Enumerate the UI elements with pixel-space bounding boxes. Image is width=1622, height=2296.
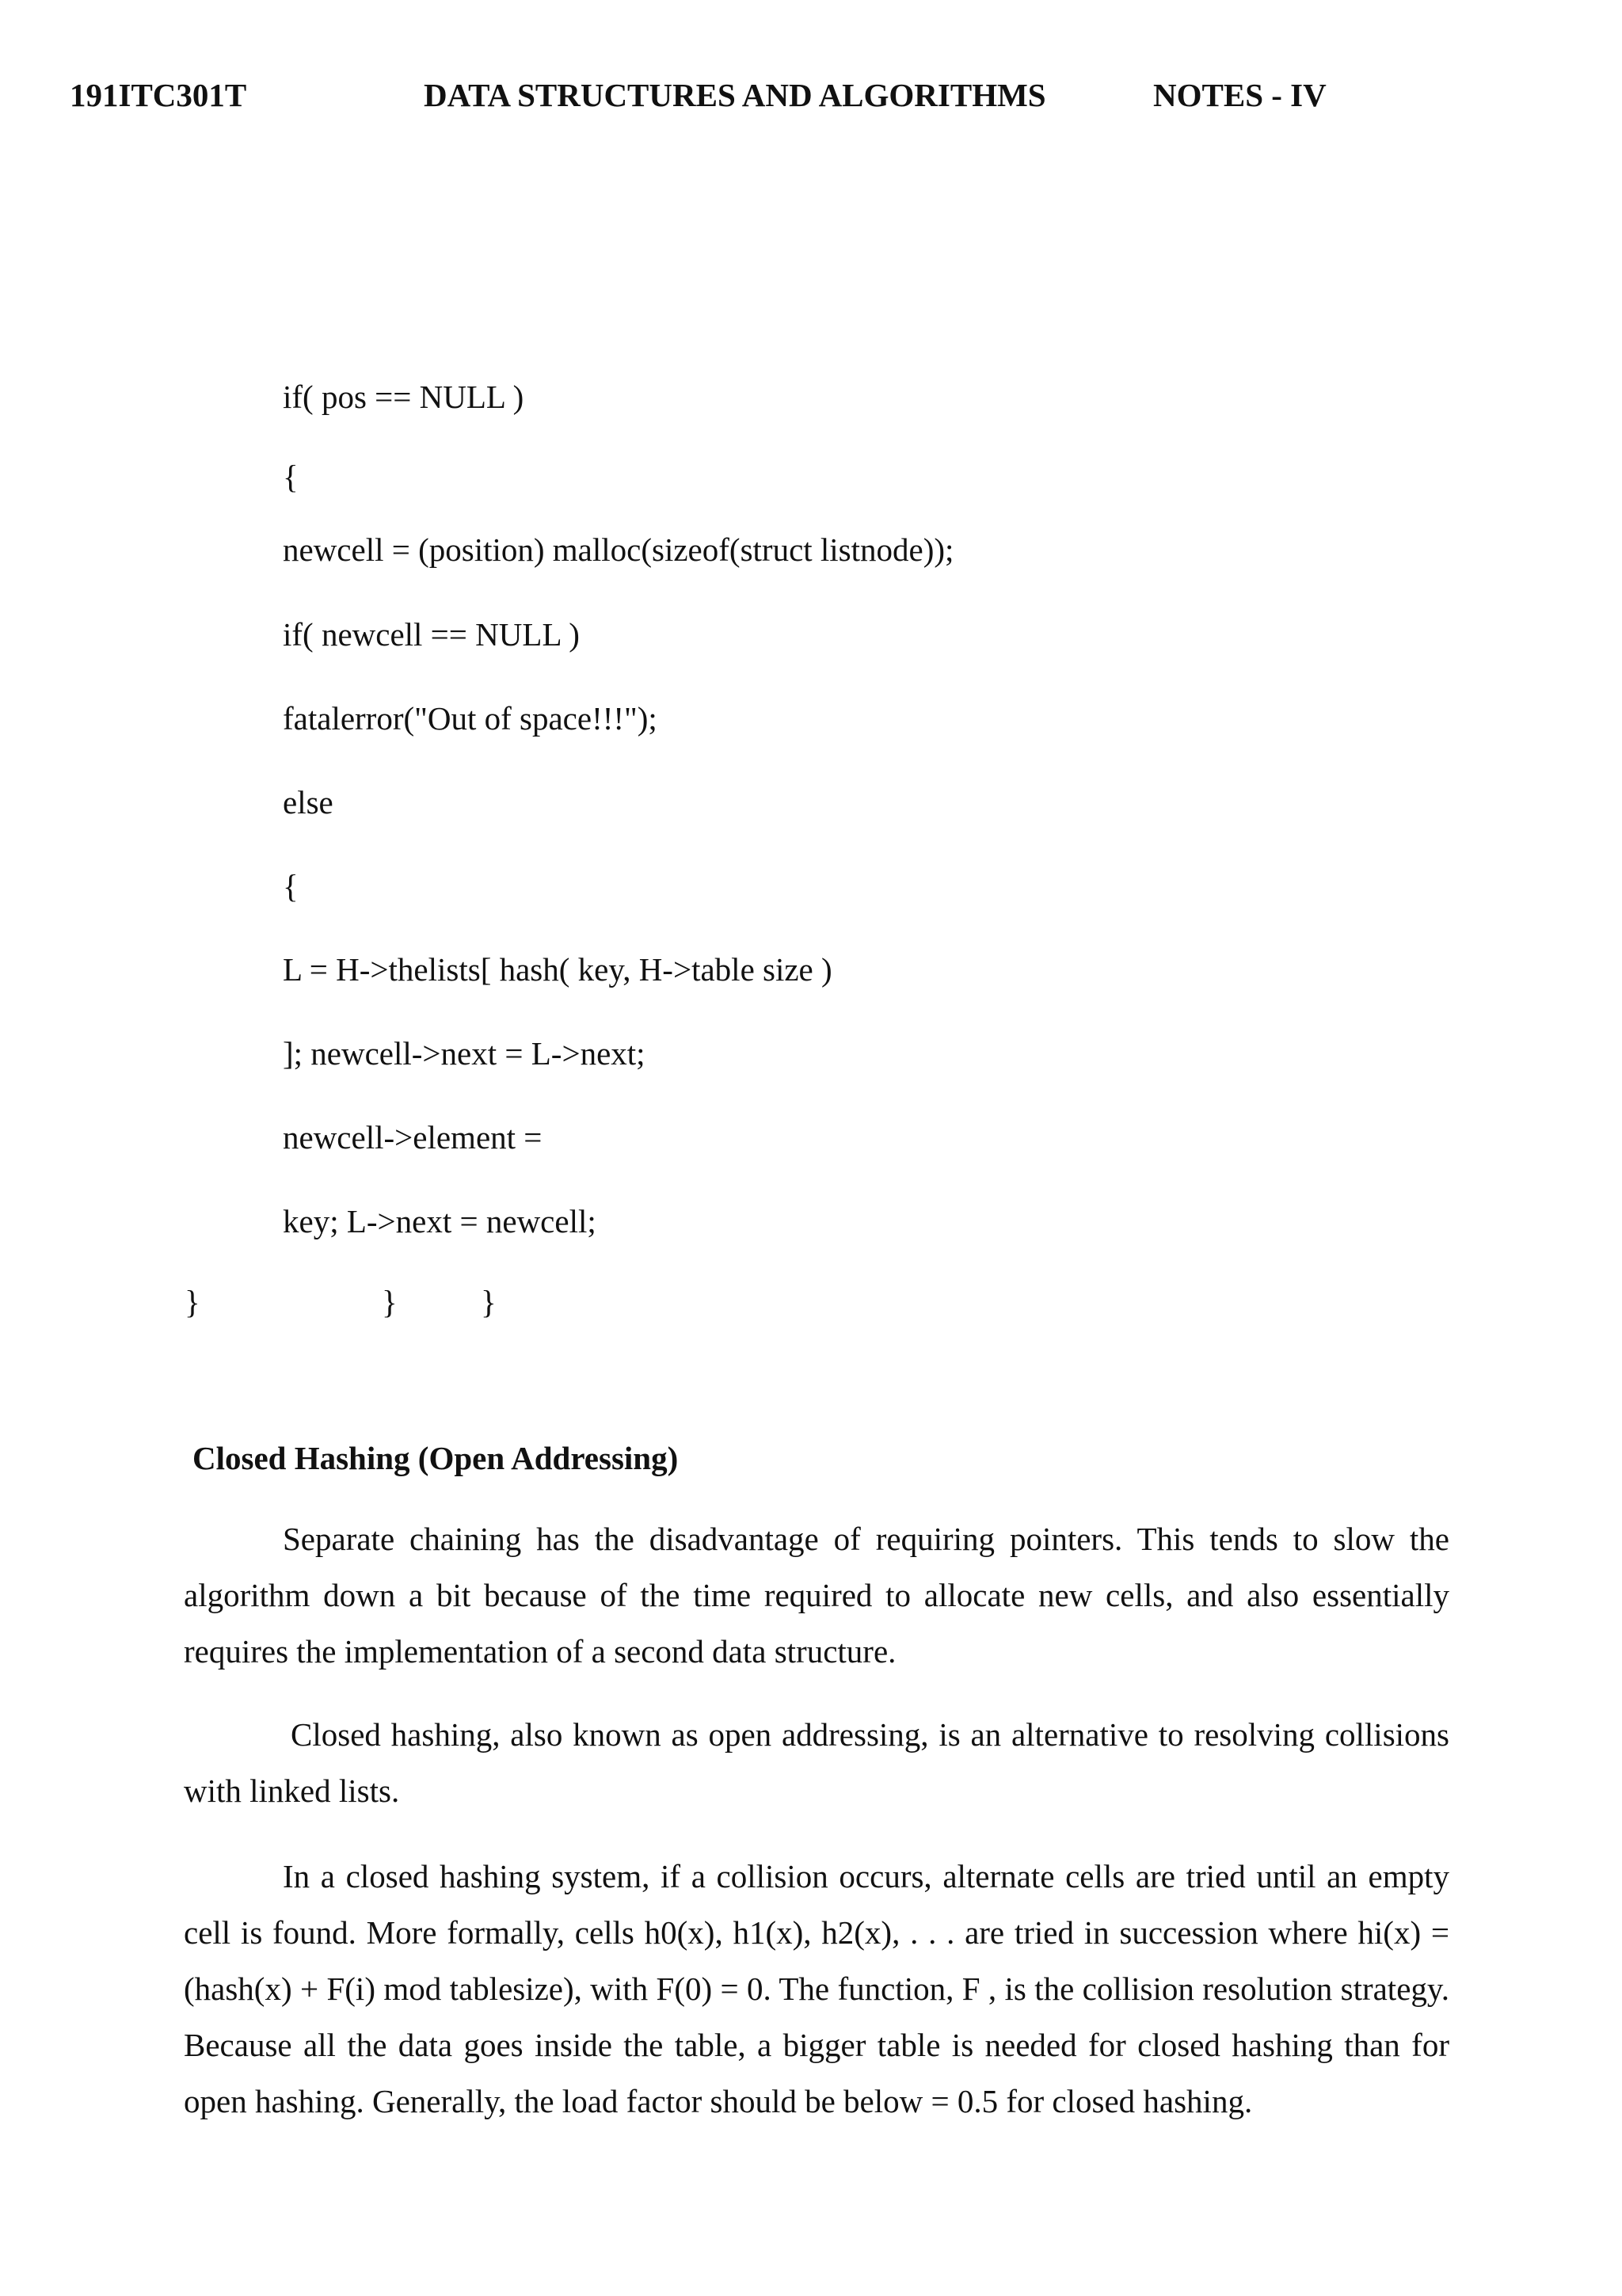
code-line: L = H->thelists[ hash( key, H->table size ) bbox=[283, 951, 832, 988]
code-line: { bbox=[283, 868, 299, 904]
closing-brace: } bbox=[382, 1284, 398, 1320]
code-line: fatalerror("Out of space!!!"); bbox=[283, 700, 657, 737]
notes-label: NOTES - IV bbox=[1153, 77, 1327, 113]
course-code: 191ITC301T bbox=[70, 77, 247, 113]
code-line: else bbox=[283, 784, 333, 821]
closing-brace: } bbox=[481, 1284, 497, 1320]
course-title: DATA STRUCTURES AND ALGORITHMS bbox=[424, 77, 1046, 113]
code-line: if( pos == NULL ) bbox=[283, 379, 524, 415]
code-line: newcell->element = bbox=[283, 1119, 543, 1156]
code-line: if( newcell == NULL ) bbox=[283, 616, 580, 653]
paragraph: Separate chaining has the disadvantage of requiring pointers. This tends to slow the algorithm down a bit because of the time required to allocate new cells, and also essentially requires the implementation of a second data structure. bbox=[184, 1521, 1449, 1670]
code-line: newcell = (position) malloc(sizeof(struct listnode)); bbox=[283, 531, 954, 568]
closing-brace: } bbox=[185, 1284, 200, 1320]
code-line: key; L->next = newcell; bbox=[283, 1203, 596, 1239]
paragraph: Closed hashing, also known as open addressing, is an alternative to resolving collisions with linked lists. bbox=[184, 1716, 1449, 1809]
code-line: ]; newcell->next = L->next; bbox=[283, 1035, 645, 1072]
code-line: { bbox=[283, 459, 299, 495]
paragraph: In a closed hashing system, if a collision occurs, alternate cells are tried until an empty cell is found. More formally, cells h0(x), h1(x), h2(x), . . . are tried in succession where hi(x) = (hash(x) + F(i) mod tablesize), with F(0) = 0. The function, F , is the collision resolution strategy. Because all the data goes inside the table, a bigger table is needed for closed hashing than for open hashing. Generally, the load factor should be below = 0.5 for closed hashing. bbox=[184, 1858, 1449, 2119]
section-heading: Closed Hashing (Open Addressing) bbox=[192, 1440, 679, 1476]
